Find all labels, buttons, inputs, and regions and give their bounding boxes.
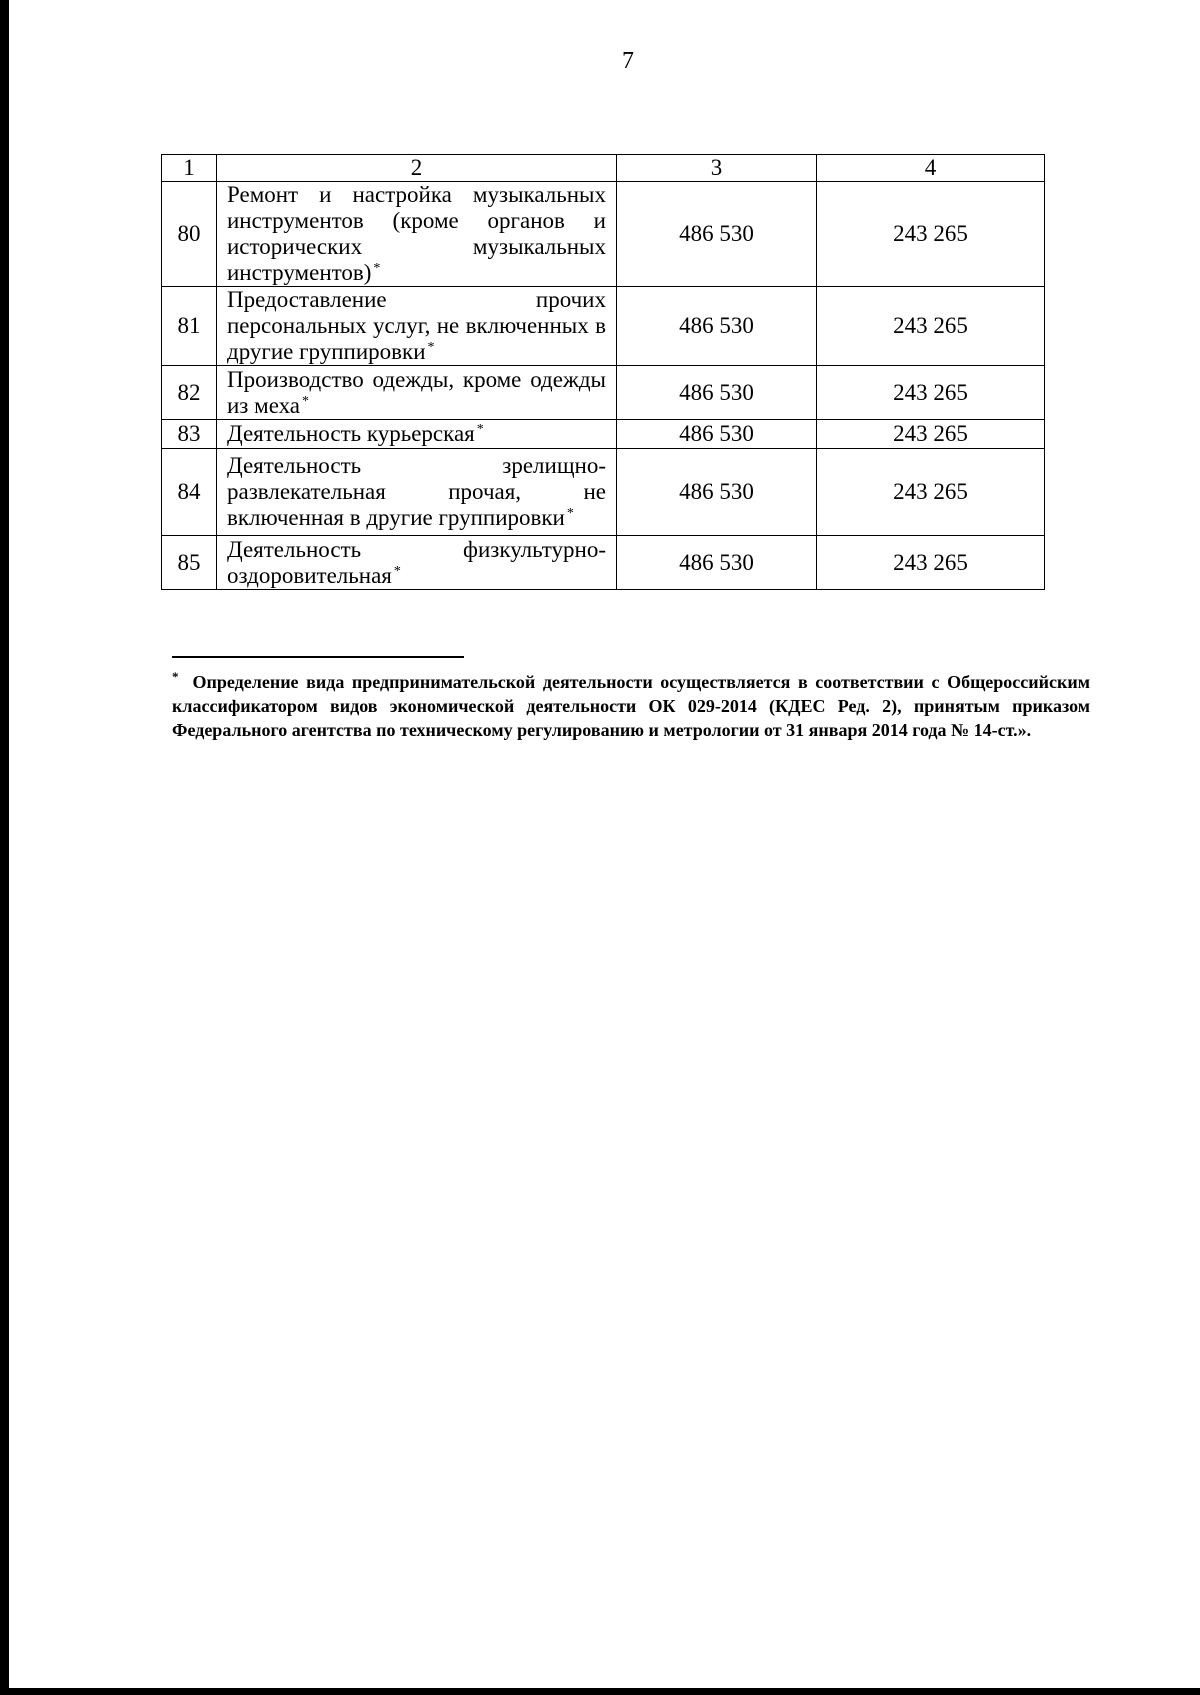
footnote-mark: * [373,261,381,276]
row-number: 85 [162,536,217,590]
value-col3: 486 530 [617,182,817,287]
footnote-mark: * [427,340,435,355]
header-cell: 1 [162,155,217,182]
activity-cell [217,420,617,449]
footnote-text: Определение вида предпринимательской деятельности осуществляется в соответствии с Общероссийским классификатором видов экономической деятельности ОК 029-2014 (КДЕС Ред. 2), принятым приказом Федерального агентства по техническому регулированию и метрологии от 31 января 2014 года № 14-ст.». [172,672,1090,740]
fee-table [161,154,1045,590]
table-row [162,449,1045,536]
activity-text: Деятельность курьерская [227,421,475,446]
value-col3: 486 530 [617,449,817,536]
activity-text: Ремонт и настройка музыкальных инструментов (кроме органов и исторических музыкальных инструментов) [227,182,606,285]
table-row [162,366,1045,420]
value-col4: 243 265 [817,449,1045,536]
value-col3: 486 530 [617,287,817,366]
activity-text: Предоставление прочих персональных услуг, не включенных в другие группировки [227,287,606,364]
value-col4: 243 265 [817,420,1045,449]
value-col4: 243 265 [817,366,1045,420]
activity-text: Производство одежды, кроме одежды из меха [227,366,606,418]
table-header-row [162,155,1045,182]
row-number: 81 [162,287,217,366]
table-row [162,536,1045,590]
footnote-mark: * [476,422,484,437]
header-cell: 4 [817,155,1045,182]
value-col3: 486 530 [617,366,817,420]
footnote-mark: * [566,506,574,521]
value-col3: 486 530 [617,536,817,590]
row-number: 84 [162,449,217,536]
header-cell: 2 [217,155,617,182]
table-row [162,287,1045,366]
footnote [172,670,1090,742]
page-number: 7 [622,48,634,74]
scan-edge-left [0,0,9,1695]
row-number: 83 [162,420,217,449]
activity-cell [217,182,617,287]
value-col4: 243 265 [817,536,1045,590]
value-col4: 243 265 [817,182,1045,287]
activity-cell [217,366,617,420]
footnote-mark: * [393,563,401,579]
value-col3: 486 530 [617,420,817,449]
activity-text: Деятельность физкультурно-оздоровительная [227,536,606,588]
row-number: 80 [162,182,217,287]
activity-cell [217,536,617,590]
table-row [162,420,1045,449]
header-cell: 3 [617,155,817,182]
footnote-mark: * [172,669,179,684]
footnote-separator [172,656,464,658]
activity-cell [217,449,617,536]
activity-text: Деятельность зрелищно-развлекательная прочая, не включенная в другие группировки [227,453,606,530]
scan-edge-bottom [0,1688,1200,1695]
activity-cell [217,287,617,366]
row-number: 82 [162,366,217,420]
table-row [162,182,1045,287]
footnote-mark: * [302,393,310,409]
value-col4: 243 265 [817,287,1045,366]
